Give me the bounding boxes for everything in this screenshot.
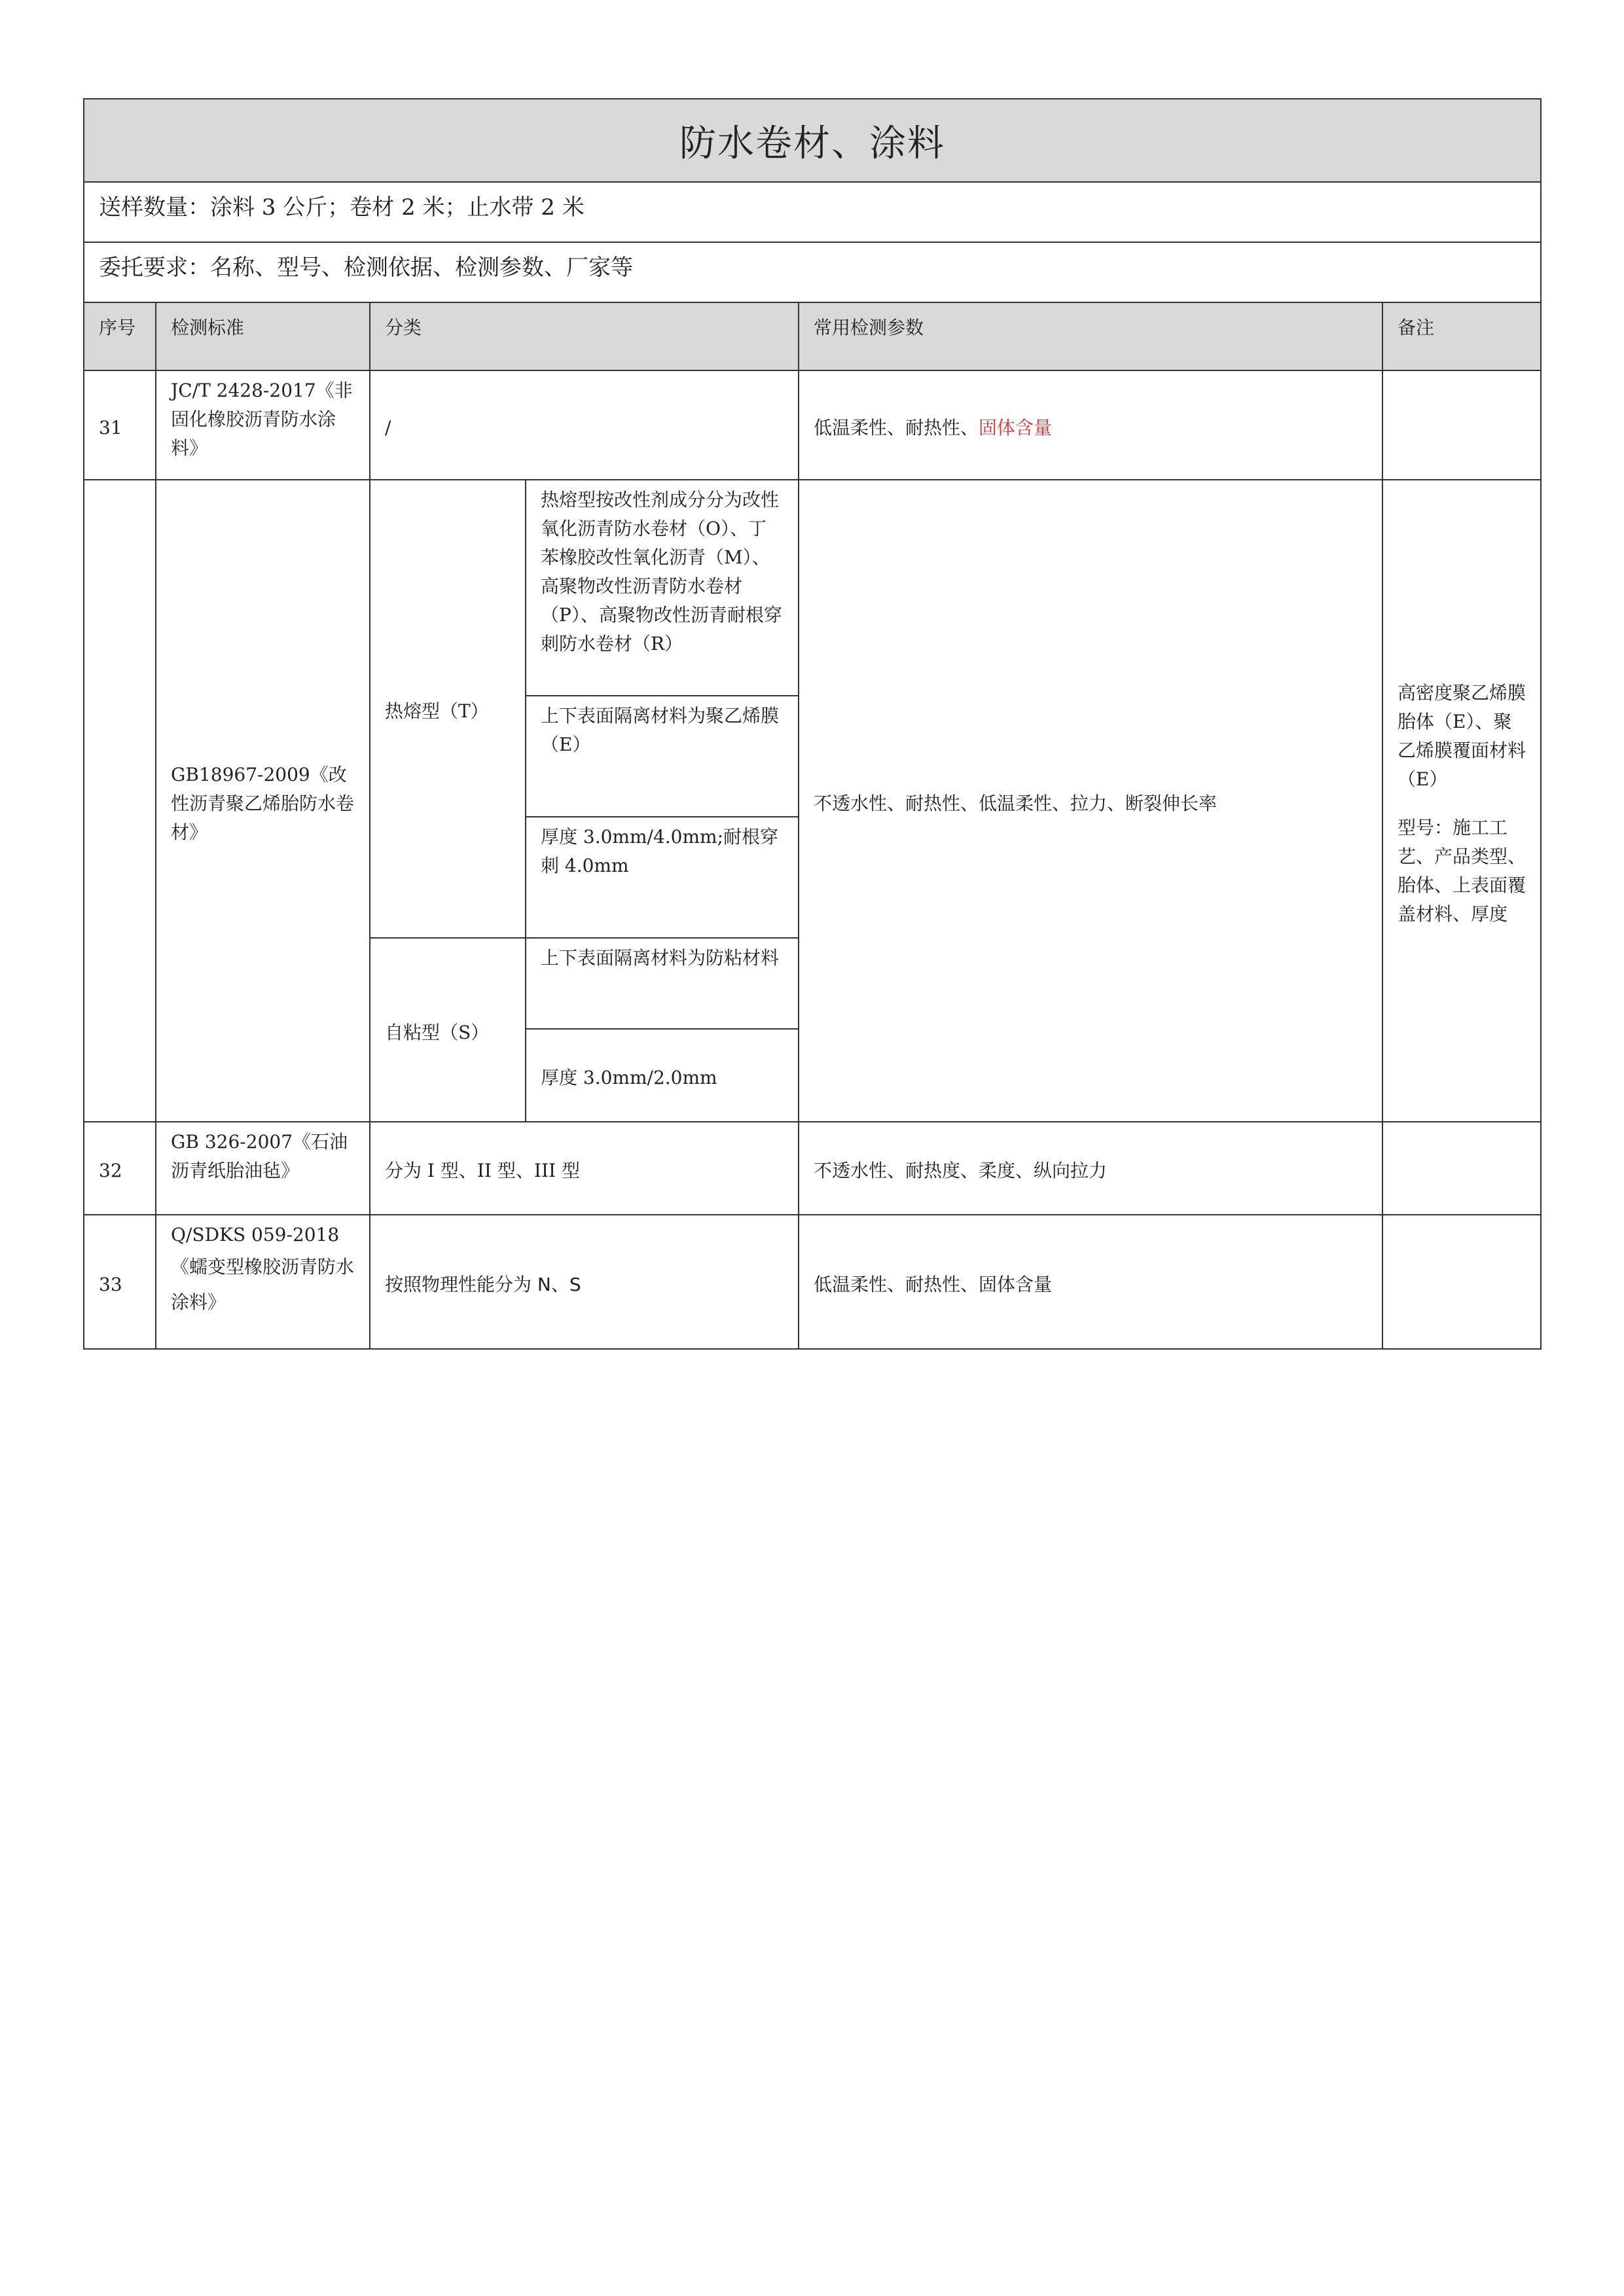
gb-params: 不透水性、耐热性、低温柔性、拉力、断裂伸长率 [799,480,1382,1122]
header-standard: 检测标准 [156,302,370,370]
gb-type-s: 自粘型（S） [370,938,526,1122]
row31-category: / [370,370,799,480]
row33-remarks [1382,1215,1541,1349]
row31-params [799,370,1382,480]
row33-standard-name: 《蠕变型橡胶沥青防水涂料》 [171,1256,355,1313]
requirements-row [84,242,1541,302]
row33-params: 低温柔性、耐热性、固体含量 [799,1215,1382,1349]
gb-type-s-thickness: 厚度 3.0mm/2.0mm [526,1029,799,1122]
table-title: 防水卷材、涂料 [84,99,1541,182]
row31-remarks [1382,370,1541,480]
table-row-gb18967-a [84,480,1541,696]
header-row [84,302,1541,370]
gb-remark-material: 高密度聚乙烯膜胎体（E）、聚乙烯膜覆面材料（E） [1398,681,1526,790]
row32-remarks [1382,1122,1541,1215]
row31-params-text: 低温柔性、耐热性、 [814,416,979,439]
remark-spacer [1398,794,1526,814]
gb-type-t-surface: 上下表面隔离材料为聚乙烯膜（E） [526,696,799,817]
row32-standard: GB 326-2007《石油沥青纸胎油毡》 [156,1122,370,1215]
commission-requirements: 委托要求：名称、型号、检测依据、检测参数、厂家等 [84,242,1541,302]
gb-remarks [1382,480,1541,1122]
gb-remark-model: 型号：施工工艺、产品类型、胎体、上表面覆盖材料、厚度 [1398,816,1526,925]
row32-category: 分为 I 型、II 型、III 型 [370,1122,799,1215]
gb-seq [84,480,156,1122]
row33-standard-code: Q/SDKS 059-2018 [171,1224,340,1246]
row31-seq: 31 [84,370,156,480]
table-row-31 [84,370,1541,480]
header-category: 分类 [370,302,799,370]
waterproof-materials-table [83,98,1542,1350]
row32-seq: 32 [84,1122,156,1215]
sample-qty-row [84,182,1541,242]
gb-type-s-surface: 上下表面隔离材料为防粘材料 [526,938,799,1029]
table-row-33 [84,1215,1541,1349]
sample-quantity: 送样数量：涂料 3 公斤；卷材 2 米；止水带 2 米 [84,182,1541,242]
title-row [84,99,1541,182]
gb-standard: GB18967-2009《改性沥青聚乙烯胎防水卷材》 [156,480,370,1122]
row33-standard [156,1215,370,1349]
header-params: 常用检测参数 [799,302,1382,370]
row33-seq: 33 [84,1215,156,1349]
row33-category: 按照物理性能分为 N、S [370,1215,799,1349]
gb-type-t-modifier: 热熔型按改性剂成分分为改性氧化沥青防水卷材（O）、丁苯橡胶改性氧化沥青（M）、高聚物改性沥青防水卷材（P）、高聚物改性沥青耐根穿刺防水卷材（R） [526,480,799,696]
gb-type-t-thickness: 厚度 3.0mm/4.0mm;耐根穿刺 4.0mm [526,817,799,938]
row32-params: 不透水性、耐热度、柔度、纵向拉力 [799,1122,1382,1215]
header-seq: 序号 [84,302,156,370]
table-row-32 [84,1122,1541,1215]
header-remarks: 备注 [1382,302,1541,370]
gb-type-t: 热熔型（T） [370,480,526,938]
row31-standard: JC/T 2428-2017《非固化橡胶沥青防水涂料》 [156,370,370,480]
row31-params-highlight: 固体含量 [979,416,1053,439]
